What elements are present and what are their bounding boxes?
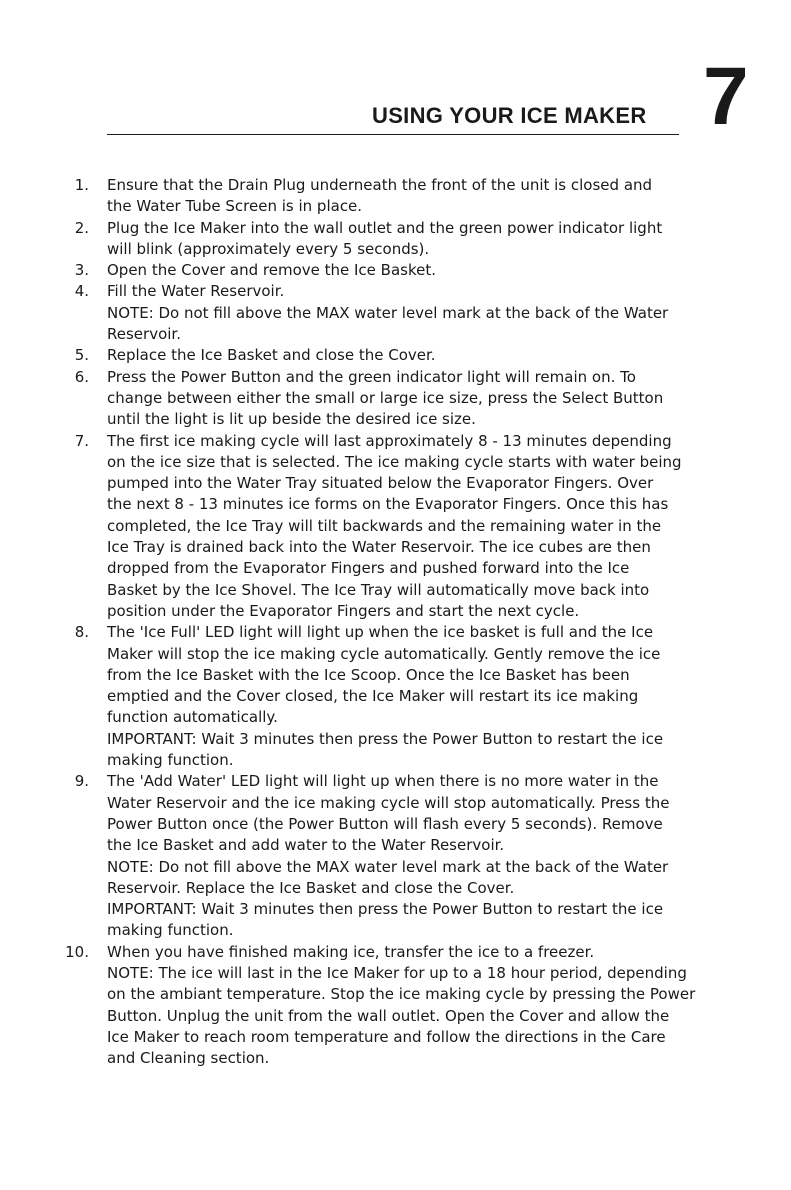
step-text-line: change between either the small or large ice size, press the Select Button bbox=[107, 388, 664, 407]
step-number: 5. bbox=[74, 346, 89, 365]
step-text-line: on the ice size that is selected. The ice making cycle starts with water being bbox=[107, 452, 682, 471]
step-text-line: Power Button once (the Power Button will flash every 5 seconds). Remove bbox=[107, 814, 663, 833]
step-text-line: completed, the Ice Tray will tilt backwards and the remaining water in the bbox=[107, 516, 662, 535]
step-text-line: until the light is lit up beside the desired ice size. bbox=[107, 410, 476, 429]
step-note-line: NOTE: The ice will last in the Ice Maker for up to a 18 hour period, depending bbox=[107, 963, 687, 982]
step-note-line: Reservoir. Replace the Ice Basket and close the Cover. bbox=[107, 878, 515, 897]
step-text-line: function automatically. bbox=[107, 708, 278, 727]
step-text-line: pumped into the Water Tray situated below the Evaporator Fingers. Over bbox=[107, 474, 654, 493]
step-3 bbox=[50, 260, 740, 281]
step-text-line: Water Reservoir and the ice making cycle will stop automatically. Press the bbox=[107, 793, 670, 812]
step-text-line: Maker will stop the ice making cycle automatically. Gently remove the ice bbox=[107, 644, 661, 663]
step-text-line: The 'Ice Full' LED light will light up when the ice basket is full and the Ice bbox=[107, 623, 654, 642]
step-note-line: NOTE: Do not fill above the MAX water level mark at the back of the Water bbox=[107, 303, 669, 322]
step-important-line: IMPORTANT: Wait 3 minutes then press the Power Button to restart the ice bbox=[107, 729, 664, 748]
step-4 bbox=[50, 281, 740, 345]
step-text-line: The 'Add Water' LED light will light up when there is no more water in the bbox=[107, 772, 659, 791]
step-text-line: Fill the Water Reservoir. bbox=[107, 282, 285, 301]
step-10 bbox=[50, 942, 740, 1070]
step-note-line: NOTE: Do not fill above the MAX water level mark at the back of the Water bbox=[107, 857, 669, 876]
step-note-line: Ice Maker to reach room temperature and follow the directions in the Care bbox=[107, 1027, 666, 1046]
step-important-line: making function. bbox=[107, 751, 234, 770]
step-text-line: Plug the Ice Maker into the wall outlet and the green power indicator light bbox=[107, 218, 663, 237]
step-2 bbox=[50, 218, 740, 261]
step-6 bbox=[50, 367, 740, 431]
instruction-list bbox=[50, 175, 740, 1069]
step-text-line: dropped from the Evaporator Fingers and pushed forward into the Ice bbox=[107, 559, 630, 578]
step-text-line: emptied and the Cover closed, the Ice Maker will restart its ice making bbox=[107, 687, 639, 706]
step-number: 8. bbox=[74, 623, 89, 642]
step-5 bbox=[50, 345, 740, 366]
chapter-number: 7 bbox=[703, 51, 749, 142]
step-number: 4. bbox=[74, 282, 89, 301]
step-text-line: Replace the Ice Basket and close the Cover. bbox=[107, 346, 436, 365]
step-important-line: making function. bbox=[107, 921, 234, 940]
step-note-line: and Cleaning section. bbox=[107, 1049, 270, 1068]
step-8 bbox=[50, 622, 740, 771]
step-text-line: the Ice Basket and add water to the Water Reservoir. bbox=[107, 836, 505, 855]
step-note-line: Button. Unplug the unit from the wall outlet. Open the Cover and allow the bbox=[107, 1006, 670, 1025]
step-7 bbox=[50, 431, 740, 623]
step-note-line: Reservoir. bbox=[107, 325, 181, 344]
step-text-line: Ensure that the Drain Plug underneath the front of the unit is closed and bbox=[107, 176, 653, 194]
step-text-line: Open the Cover and remove the Ice Basket. bbox=[107, 261, 437, 280]
step-text-line: position under the Evaporator Fingers and start the next cycle. bbox=[107, 601, 580, 620]
step-text-line: from the Ice Basket with the Ice Scoop. Once the Ice Basket has been bbox=[107, 665, 630, 684]
step-note-line: on the ambiant temperature. Stop the ice making cycle by pressing the Power bbox=[107, 985, 696, 1004]
step-number: 3. bbox=[74, 261, 89, 280]
step-number: 10. bbox=[65, 942, 89, 961]
step-number: 1. bbox=[74, 176, 89, 194]
step-number: 7. bbox=[74, 431, 89, 450]
step-text-line: the Water Tube Screen is in place. bbox=[107, 197, 363, 216]
step-number: 9. bbox=[74, 772, 89, 791]
step-text-line: When you have finished making ice, transfer the ice to a freezer. bbox=[107, 942, 595, 961]
step-important-line: IMPORTANT: Wait 3 minutes then press the Power Button to restart the ice bbox=[107, 900, 664, 919]
step-text-line: Basket by the Ice Shovel. The Ice Tray will automatically move back into bbox=[107, 580, 650, 599]
page-title: USING YOUR ICE MAKER bbox=[372, 103, 647, 128]
header-divider bbox=[107, 134, 679, 135]
step-text-line: Ice Tray is drained back into the Water Reservoir. The ice cubes are then bbox=[107, 538, 651, 557]
step-text-line: Press the Power Button and the green indicator light will remain on. To bbox=[107, 367, 636, 386]
step-text-line: will blink (approximately every 5 seconds). bbox=[107, 239, 430, 258]
step-number: 2. bbox=[74, 218, 89, 237]
step-text-line: the next 8 - 13 minutes ice forms on the Evaporator Fingers. Once this has bbox=[107, 495, 669, 514]
step-text-line: The first ice making cycle will last approximately 8 - 13 minutes depending bbox=[107, 431, 672, 450]
step-1 bbox=[50, 175, 740, 218]
step-9 bbox=[50, 771, 740, 941]
step-number: 6. bbox=[74, 367, 89, 386]
